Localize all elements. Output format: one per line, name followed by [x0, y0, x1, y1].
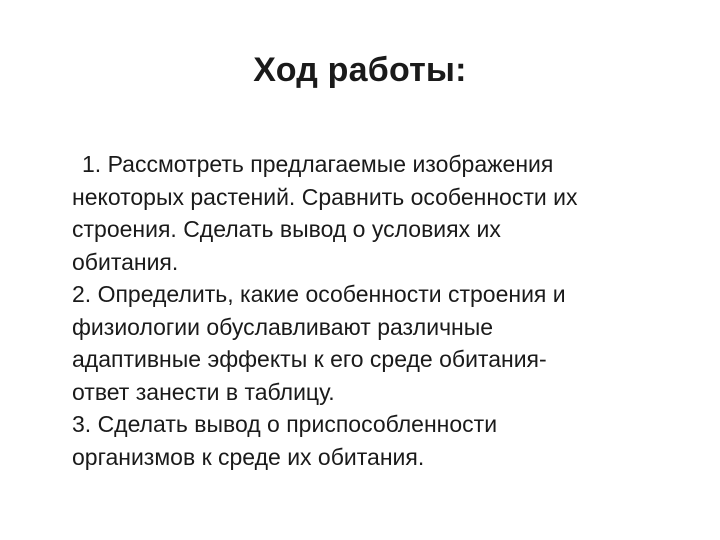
body-line-6: физиологии обуславливают различные	[72, 313, 494, 340]
slide-body	[72, 148, 672, 473]
body-line-3: строения. Сделать вывод о условиях их	[72, 216, 501, 242]
body-line-2: некоторых растений. Сравнить особенности их	[72, 183, 578, 210]
body-line-1: 1. Рассмотреть предлагаемые изображения	[82, 151, 554, 177]
body-line-4: обитания.	[72, 248, 179, 275]
body-line-7: адаптивные эффекты к его среде обитания-	[72, 346, 547, 372]
body-line-8: ответ занести в таблицу.	[72, 378, 335, 405]
slide-title: Ход работы:	[253, 51, 467, 89]
body-line-9: 3. Сделать вывод о приспособленности	[72, 411, 498, 437]
body-line-5: 2. Определить, какие особенности строения и	[72, 281, 566, 307]
body-line-10: организмов к среде их обитания.	[72, 443, 425, 470]
